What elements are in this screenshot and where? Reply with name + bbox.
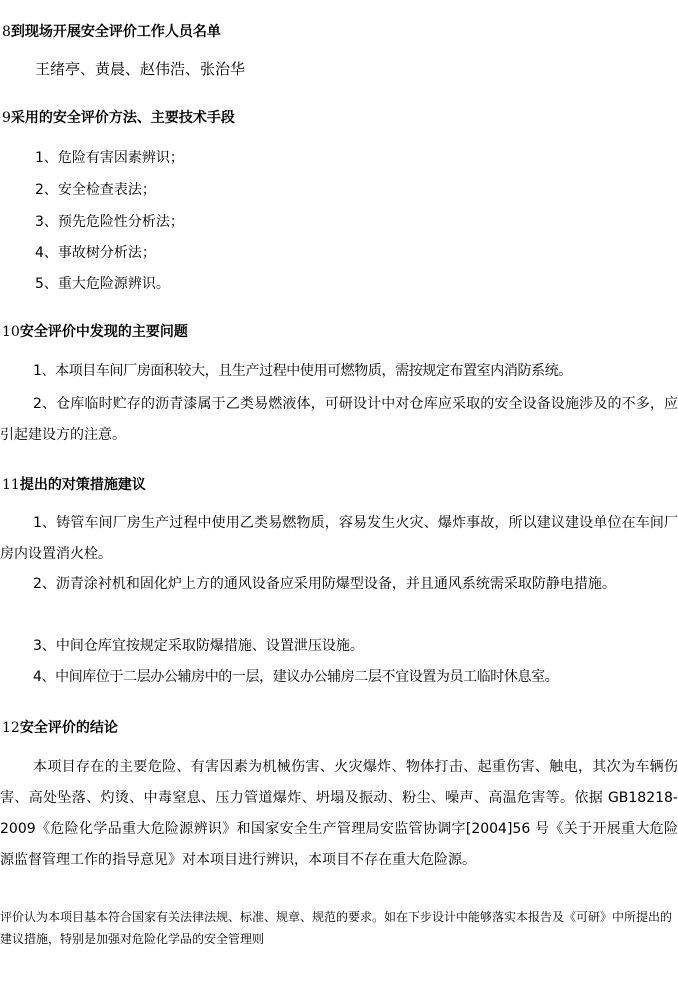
section-12-heading	[2, 718, 118, 738]
section-12-title: 安全评价的结论	[19, 720, 118, 736]
problem-paragraph: 1、本项目车间厂房面积较大，且生产过程中使用可燃物质，需按规定布置室内消防系统。	[33, 363, 572, 379]
suggestion-paragraph: 2、沥青涂衬机和固化炉上方的通风设备应采用防爆型设备，并且通风系统需采取防静电措施。	[33, 576, 616, 592]
method-list-item: 2、安全检查表法；	[35, 182, 156, 198]
suggestion-paragraph: 1、铸管车间厂房生产过程中使用乙类易燃物质，容易发生火灾、爆炸事故，所以建议建设单位在车间厂房内设置消火栓。	[0, 515, 678, 562]
suggestion-paragraph: 4、中间库位于二层办公辅房中的一层，建议办公辅房二层不宜设置为员工临时休息室。	[33, 669, 559, 685]
method-list-item: 1、危险有害因素辨识；	[35, 150, 184, 166]
method-list-item: 4、事故树分析法；	[35, 245, 156, 261]
section-10-title: 安全评价中发现的主要问题	[19, 324, 188, 340]
evaluation-note: 评价认为本项目基本符合国家有关法律法规、标准、规章、规范的要求。如在下步设计中能够落实本报告及《可研》中所提出的建议措施，特别是加强对危险化学品的安全管理则	[0, 910, 673, 946]
method-list-item: 3、预先危险性分析法；	[35, 214, 184, 230]
section-9-number: 9	[2, 110, 11, 126]
section-11-title: 提出的对策措施建议	[19, 477, 146, 493]
section-11-heading	[2, 475, 146, 495]
suggestion-paragraph: 3、中间仓库宜按规定采取防爆措施、设置泄压设施。	[33, 638, 364, 654]
section-8-heading	[2, 22, 221, 42]
problem-paragraph: 2、仓库临时贮存的沥青漆属于乙类易燃液体，可研设计中对仓库应采取的安全设备设施涉及的不多，应引起建设方的注意。	[0, 396, 678, 443]
method-list-item: 5、重大危险源辨识。	[35, 276, 170, 292]
section-10-heading	[2, 322, 188, 342]
section-10-number: 10	[2, 324, 20, 340]
section-8-number: 8	[2, 24, 11, 40]
section-9-title: 采用的安全评价方法、主要技术手段	[10, 110, 235, 126]
conclusion-paragraph: 本项目存在的主要危险、有害因素为机械伤害、火灾爆炸、物体打击、起重伤害、触电，其次为车辆伤害、高处坠落、灼烫、中毒窒息、压力管道爆炸、坍塌及振动、粉尘、噪声、高温危害等。依据 GB18218-2009《危险化学品重大危险源辨识》和国家安全生产管理局安监管协调字[2004]56 号《关于开展重大危险源监督管理工作的指导意见》对本项目进行辨识，本项目不存在重大危险源。	[0, 759, 678, 868]
section-9-heading	[2, 108, 235, 128]
section-8-title: 到现场开展安全评价工作人员名单	[10, 24, 221, 40]
section-12-number: 12	[2, 720, 20, 736]
personnel-names: 王绪亭、黄晨、赵伟浩、张治华	[35, 60, 246, 78]
section-11-number: 11	[2, 477, 20, 493]
